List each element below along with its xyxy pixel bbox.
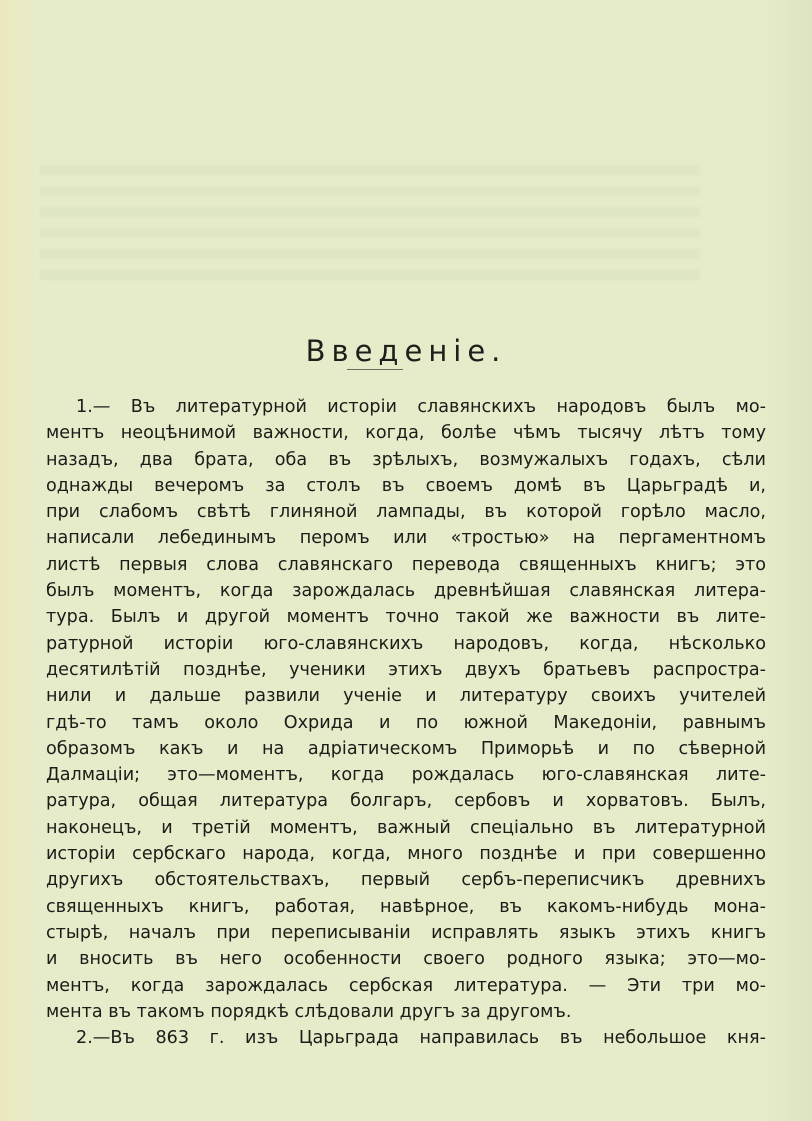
text-line: исторiи сербскаго народа, когда, много позднѣе и при совершенно xyxy=(46,844,766,865)
text-line: написали лебединымъ перомъ или «тростью» на пергаментномъ xyxy=(46,528,766,549)
text-line: 2.—Въ 863 г. изъ Царьграда направилась въ небольшое кня- xyxy=(76,1028,766,1049)
text-line: наконецъ, и третiй моментъ, важный спецiально въ литературной xyxy=(46,817,766,838)
text-line: ратурной исторiи юго-славянскихъ народовъ, когда, нѣсколько xyxy=(46,633,766,654)
text-line: при слабомъ свѣтѣ глиняной лампады, въ которой горѣло масло, xyxy=(46,502,766,523)
body-text xyxy=(46,394,766,1051)
text-line: ратура, общая литература болгаръ, сербовъ и хорватовъ. Былъ, xyxy=(46,791,766,812)
text-line: ментъ неоцѣнимой важности, когда, болѣе чѣмъ тысячу лѣтъ тому xyxy=(46,423,766,444)
text-line: назадъ, два брата, оба въ зрѣлыхъ, возмужалыхъ годахъ, сѣли xyxy=(46,449,766,470)
text-line: Далмацiи; это—моментъ, когда рождалась юго-славянская лите- xyxy=(46,765,766,786)
text-line: ментъ, когда зарождалась сербская литература. — Эти три мо- xyxy=(46,975,766,996)
text-line: мента въ такомъ порядкѣ слѣдовали другъ за другомъ. xyxy=(46,1001,572,1022)
text-line: другихъ обстоятельствахъ, первый сербъ-переписчикъ древнихъ xyxy=(46,870,766,891)
bleed-through-texture xyxy=(40,165,700,285)
text-line: священныхъ книгъ, работая, навѣрное, въ какомъ-нибудь мона- xyxy=(46,896,766,917)
text-line: образомъ какъ и на адрiатическомъ Приморьѣ и по сѣверной xyxy=(46,738,766,759)
text-line: листѣ первыя слова славянскаго перевода священныхъ книгъ; это xyxy=(46,554,766,575)
text-line: и вносить въ него особенности своего родного языка; это—мо- xyxy=(46,949,766,970)
chapter-title: Введенiе. xyxy=(305,334,507,369)
text-line: тура. Былъ и другой моментъ точно такой же важности въ лите- xyxy=(46,607,766,628)
text-line: стырѣ, началъ при переписыванiи исправлять языкъ этихъ книгъ xyxy=(46,922,766,943)
text-line: былъ моментъ, когда зарождалась древнѣйшая славянская литера- xyxy=(46,581,766,602)
title-divider xyxy=(347,369,403,370)
text-line: нили и дальше развили ученiе и литературу своихъ учителей xyxy=(46,686,766,707)
text-line: гдѣ-то тамъ около Охрида и по южной Македонiи, равнымъ xyxy=(46,712,766,733)
text-line: десятилѣтiй позднѣе, ученики этихъ двухъ братьевъ распростра- xyxy=(46,659,766,680)
text-line: однажды вечеромъ за столъ въ своемъ домѣ въ Царьградѣ и, xyxy=(46,475,766,496)
text-line: 1.— Въ литературной исторiи славянскихъ народовъ былъ мо- xyxy=(76,397,766,417)
